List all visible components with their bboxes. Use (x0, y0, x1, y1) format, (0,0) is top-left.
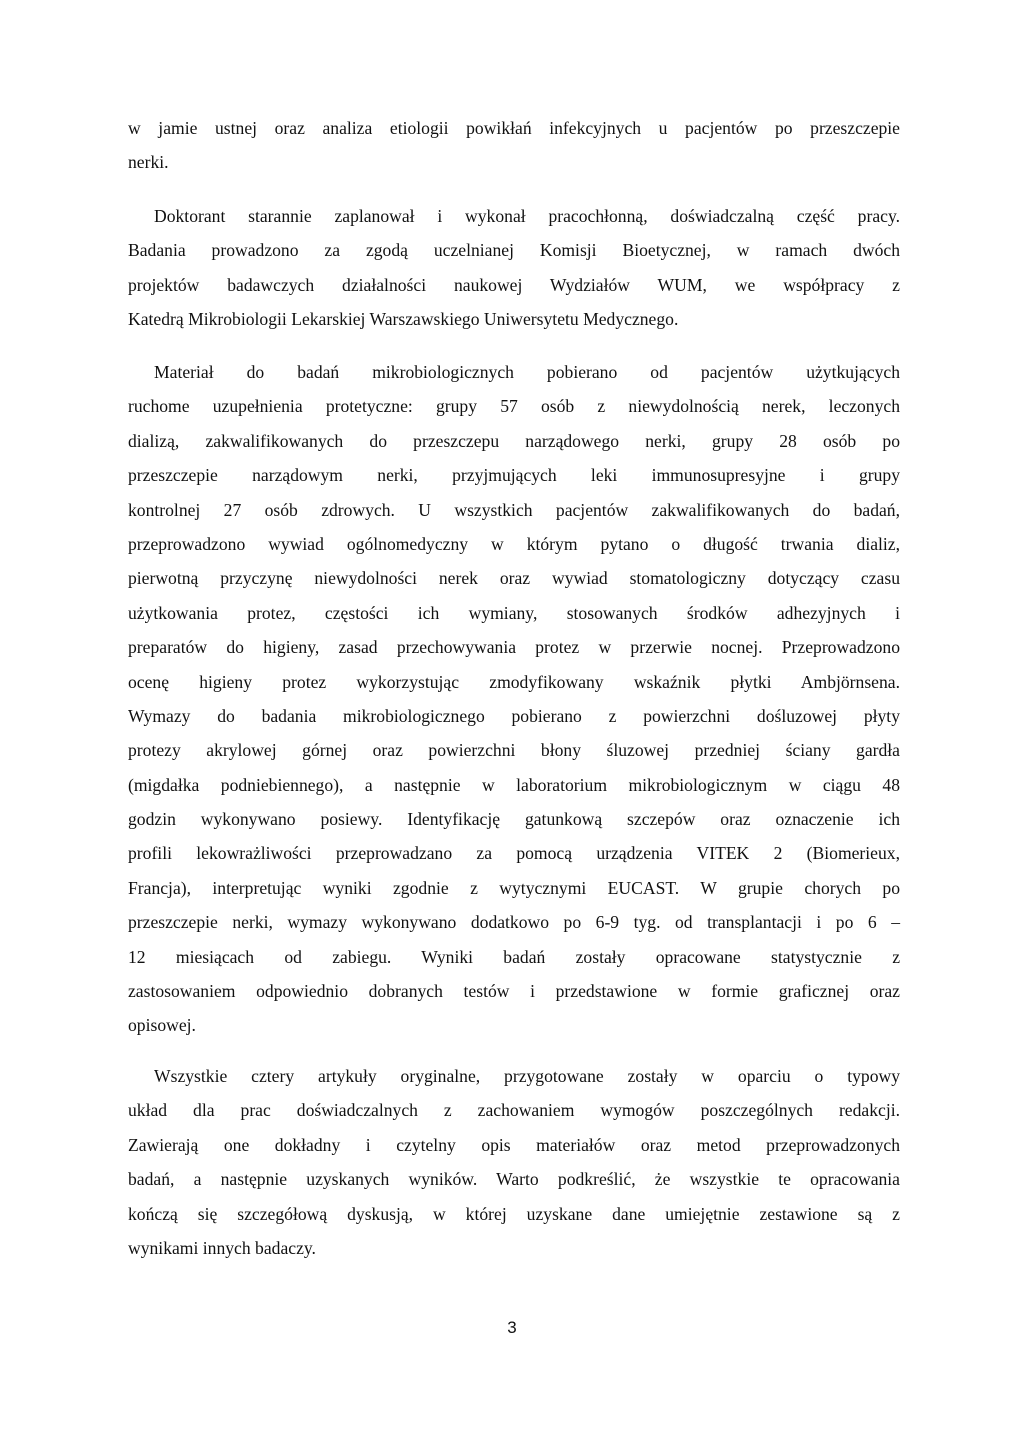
text-line: Badania prowadzono za zgodą uczelnianej Komisji Bioetycznej, w ramach dwóch (128, 240, 900, 261)
text-line: układ dla prac doświadczalnych z zachowaniem wymogów poszczególnych redakcji. (128, 1100, 900, 1121)
text-line: ocenę higieny protez wykorzystując zmodyfikowany wskaźnik płytki Ambjörnsena. (128, 671, 900, 692)
text-line: opisowej. (128, 1015, 196, 1036)
text-line: zastosowaniem odpowiednio dobranych testów i przedstawione w formie graficznej oraz (128, 981, 900, 1002)
text-line: (migdałka podniebiennego), a następnie w laboratorium mikrobiologicznym w ciągu 48 (128, 774, 900, 795)
text-line: wynikami innych badaczy. (128, 1237, 316, 1258)
text-line: użytkowania protez, częstości ich wymiany, stosowanych środków adhezyjnych i (128, 602, 900, 623)
text-line: pierwotną przyczynę niewydolności nerek oraz wywiad stomatologiczny dotyczący czasu (128, 568, 900, 589)
text-line: kontrolnej 27 osób zdrowych. U wszystkich pacjentów zakwalifikowanych do badań, (128, 499, 900, 520)
page-number: 3 (507, 1318, 517, 1337)
text-line: Zawierają one dokładny i czytelny opis materiałów oraz metod przeprowadzonych (128, 1134, 900, 1155)
text-line: kończą się szczegółową dyskusją, w której uzyskane dane umiejętnie zestawione są z (128, 1203, 900, 1224)
text-line: Wszystkie cztery artykuły oryginalne, przygotowane zostały w oparciu o typowy (154, 1066, 900, 1086)
text-line: 12 miesiącach od zabiegu. Wyniki badań zostały opracowane statystycznie z (128, 946, 900, 967)
text-line: badań, a następnie uzyskanych wyników. Warto podkreślić, że wszystkie te opracowania (128, 1169, 900, 1190)
text-line: projektów badawczych działalności naukowej Wydziałów WUM, we współpracy z (128, 274, 900, 295)
text-line: preparatów do higieny, zasad przechowywania protez w przerwie nocnej. Przeprowadzono (128, 637, 900, 658)
text-line: przeszczepie narządowym nerki, przyjmujących leki immunosupresyjne i grupy (128, 465, 900, 486)
text-line: Francja), interpretując wyniki zgodnie z wytycznymi EUCAST. W grupie chorych po (128, 877, 900, 898)
text-line: Doktorant starannie zaplanował i wykonał pracochłonną, doświadczalną część pracy. (154, 206, 900, 226)
text-line: w jamie ustnej oraz analiza etiologii powikłań infekcyjnych u pacjentów po przeszczepie (128, 118, 900, 138)
paragraph-artykuly (128, 1059, 900, 1265)
text-line: godzin wykonywano posiewy. Identyfikację gatunkową szczepów oraz oznaczenie ich (128, 809, 900, 830)
text-line: przeszczepie nerki, wymazy wykonywano dodatkowo po 6-9 tyg. od transplantacji i po 6 – (128, 912, 900, 933)
text-line: protezy akrylowej górnej oraz powierzchni błony śluzowej przedniej ściany gardła (128, 740, 900, 761)
text-line: ruchome uzupełnienia protetyczne: grupy 57 osób z niewydolnością nerek, leczonych (128, 396, 900, 417)
text-line: nerki. (128, 152, 169, 173)
paragraph-continuation (128, 111, 900, 180)
paragraph-material (128, 355, 900, 1043)
text-line: Katedrą Mikrobiologii Lekarskiej Warszawskiego Uniwersytetu Medycznego. (128, 309, 679, 330)
text-line: Wymazy do badania mikrobiologicznego pobierano z powierzchni dośluzowej płyty (128, 705, 900, 726)
text-line: Materiał do badań mikrobiologicznych pobierano od pacjentów użytkujących (154, 362, 900, 382)
text-line: przeprowadzono wywiad ogólnomedyczny w którym pytano o długość trwania dializ, (128, 533, 900, 554)
text-line: profili lekowrażliwości przeprowadzano za pomocą urządzenia VITEK 2 (Biomerieux, (128, 843, 900, 864)
text-line: dializą, zakwalifikowanych do przeszczepu narządowego nerki, grupy 28 osób po (128, 430, 900, 451)
paragraph-doktorant (128, 199, 900, 337)
